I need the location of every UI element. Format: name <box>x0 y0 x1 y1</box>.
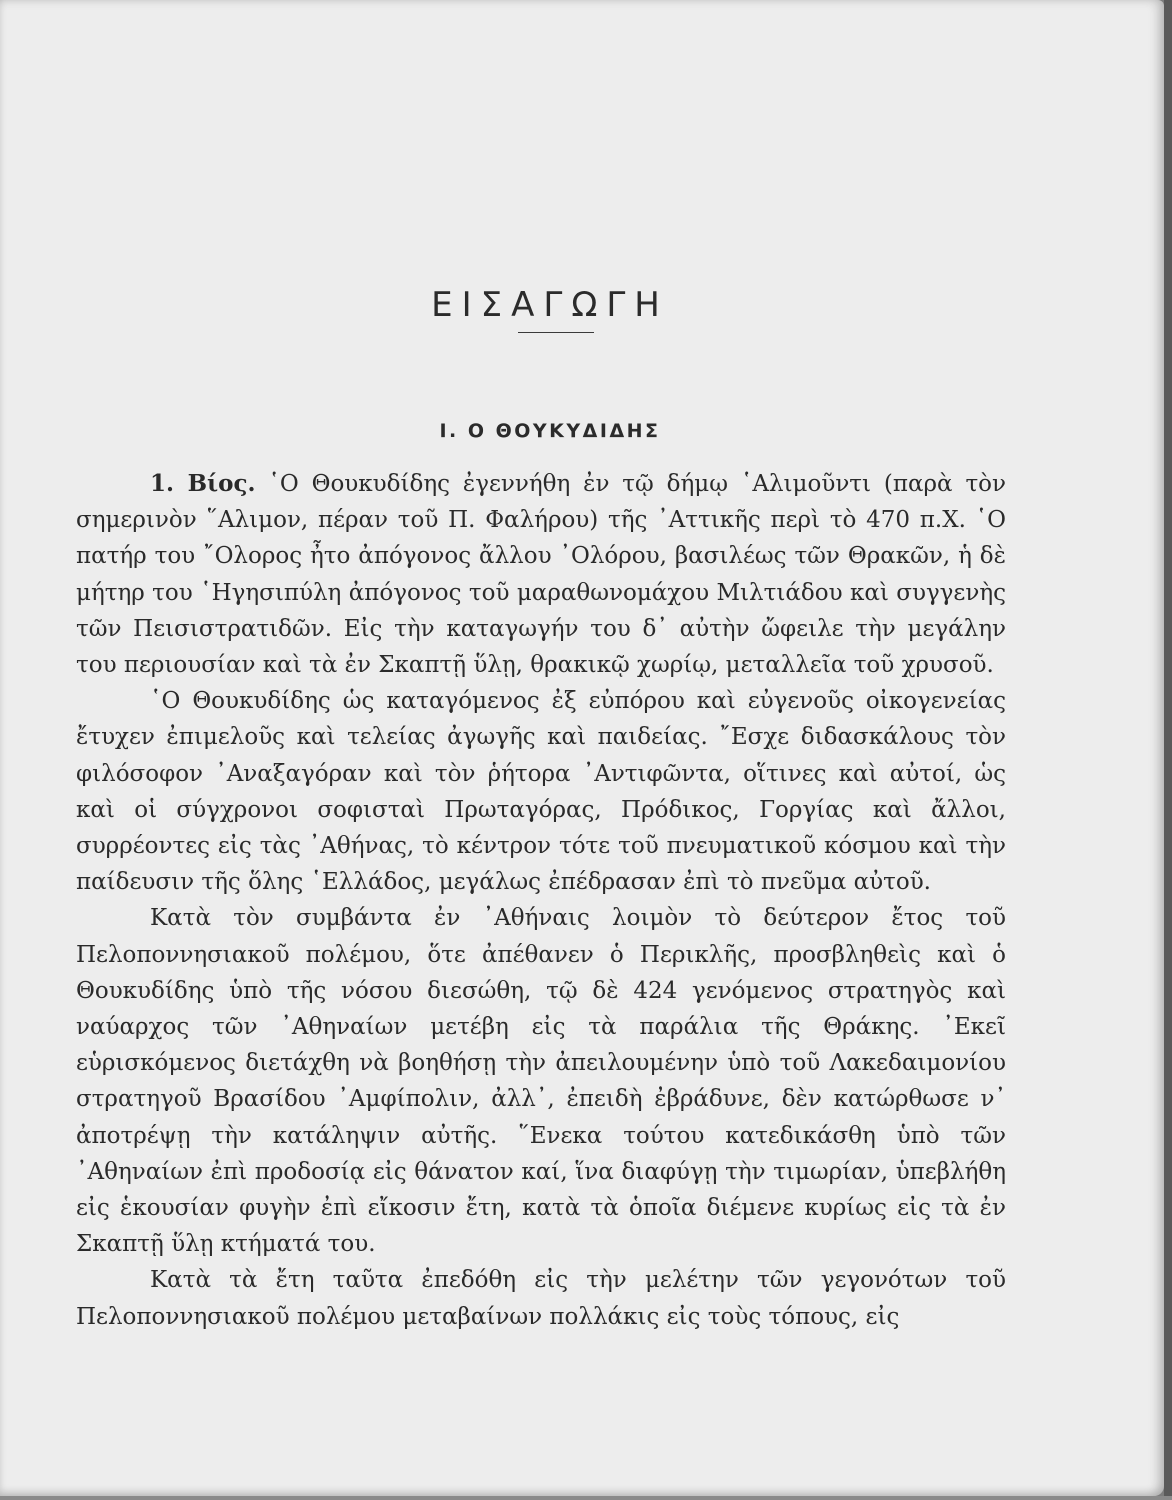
paragraph-text: ῾Ο Θουκυδίδης ἐγεννήθη ἐν τῷ δήμῳ ῾Αλιμοῦντι (παρὰ τὸν σημερινὸν ῞Αλιμον, πέραν τοῦ Π. Φαλήρου) τῆς ᾿Αττικῆς περὶ τὸ 470 π.Χ. ῾Ο πατήρ του ῎Ολορος ἦτο ἀπόγονος ἄλλου ᾿Ολόρου, βασιλέως τῶν Θρακῶν, ἡ δὲ μήτηρ του ῾Ηγησιπύλη ἀπόγονος τοῦ μαραθωνομάχου Μιλτιάδου καὶ συγγενὴς τῶν Πεισιστρατιδῶν. Εἰς τὴν καταγωγήν του δ᾿ αὐτὴν ὤφειλε τὴν μεγάλην του περιουσίαν καὶ τὰ ἐν Σκαπτῇ ὕλῃ, θρακικῷ χωρίῳ, μεταλλεῖα τοῦ χρυσοῦ. <box>76 471 1007 679</box>
paragraph-3: Κατὰ τὸν συμβάντα ἐν ᾿Αθήναις λοιμὸν τὸ δεύτερον ἔτος τοῦ Πελοποννησιακοῦ πολέμου, ὅτε ἀπέθανεν ὁ Περικλῆς, προσβληθεὶς καὶ ὁ Θουκυδίδης ὑπὸ τῆς νόσου διεσώθη, τῷ δὲ 424 γενόμενος στρατηγὸς καὶ ναύαρχος τῶν ᾿Αθηναίων μετέβη εἰς τὰ παράλια τῆς Θράκης. ᾿Εκεῖ εὑρισκόμενος διετάχθη νὰ βοηθήσῃ τὴν ἀπειλουμένην ὑπὸ τοῦ Λακεδαιμονίου στρατηγοῦ Βρασίδου ᾿Αμφίπολιν, ἀλλ᾿, ἐπειδὴ ἐβράδυνε, δὲν κατώρθωσε ν᾿ ἀποτρέψῃ τὴν κατάληψιν αὐτῆς. ῞Ενεκα τούτου κατεδικάσθη ὑπὸ τῶν ᾿Αθηναίων ἐπὶ προδοσίᾳ εἰς θάνατον καί, ἵνα διαφύγῃ τὴν τιμωρίαν, ὑπεβλήθη εἰς ἑκουσίαν φυγὴν ἐπὶ εἴκοσιν ἔτη, κατὰ τὰ ὁποῖα διέμενε κυρίως εἰς τὰ ἐν Σκαπτῇ ὕλῃ κτήματά του. <box>76 905 1006 1258</box>
body-text <box>76 466 1006 1335</box>
paragraph-1 <box>76 466 1006 683</box>
section-title: Ι. Ο ΘΟΥΚΥΔΙΔΗΣ <box>439 419 661 442</box>
paragraph-heading: 1. Βίος. <box>150 470 256 497</box>
paragraph-2: ῾Ο Θουκυδίδης ὡς καταγόμενος ἐξ εὐπόρου καὶ εὐγενοῦς οἰκογενείας ἔτυχεν ἐπιμελοῦς καὶ τελείας ἀγωγῆς καὶ παιδείας. ῎Εσχε διδασκάλους τὸν φιλόσοφον ᾿Αναξαγόραν καὶ τὸν ῥήτορα ᾿Αντιφῶντα, οἵτινες καὶ αὐτοί, ὡς καὶ οἱ σύγχρονοι σοφισταὶ Πρωταγόρας, Πρόδικος, Γοργίας καὶ ἄλλοι, συρρέοντες εἰς τὰς ᾿Αθήνας, τὸ κέντρον τότε τοῦ πνευματικοῦ κόσμου καὶ τὴν παίδευσιν τῆς ὅλης ῾Ελλάδος, μεγάλως ἐπέδρασαν ἐπὶ τὸ πνεῦμα αὐτοῦ. <box>76 688 1006 896</box>
paragraph-4: Κατὰ τὰ ἔτη ταῦτα ἐπεδόθη εἰς τὴν μελέτην τῶν γεγονότων τοῦ Πελοποννησιακοῦ πολέμου μεταβαίνων πολλάκις εἰς τοὺς τόπους, εἰς <box>76 1267 1006 1330</box>
page-bottom-edge <box>0 1496 1172 1500</box>
title-divider <box>518 332 594 333</box>
chapter-title: ΕΙΣΑΓΩΓΗ <box>431 284 669 325</box>
page-edge-shadow <box>1164 0 1172 1500</box>
